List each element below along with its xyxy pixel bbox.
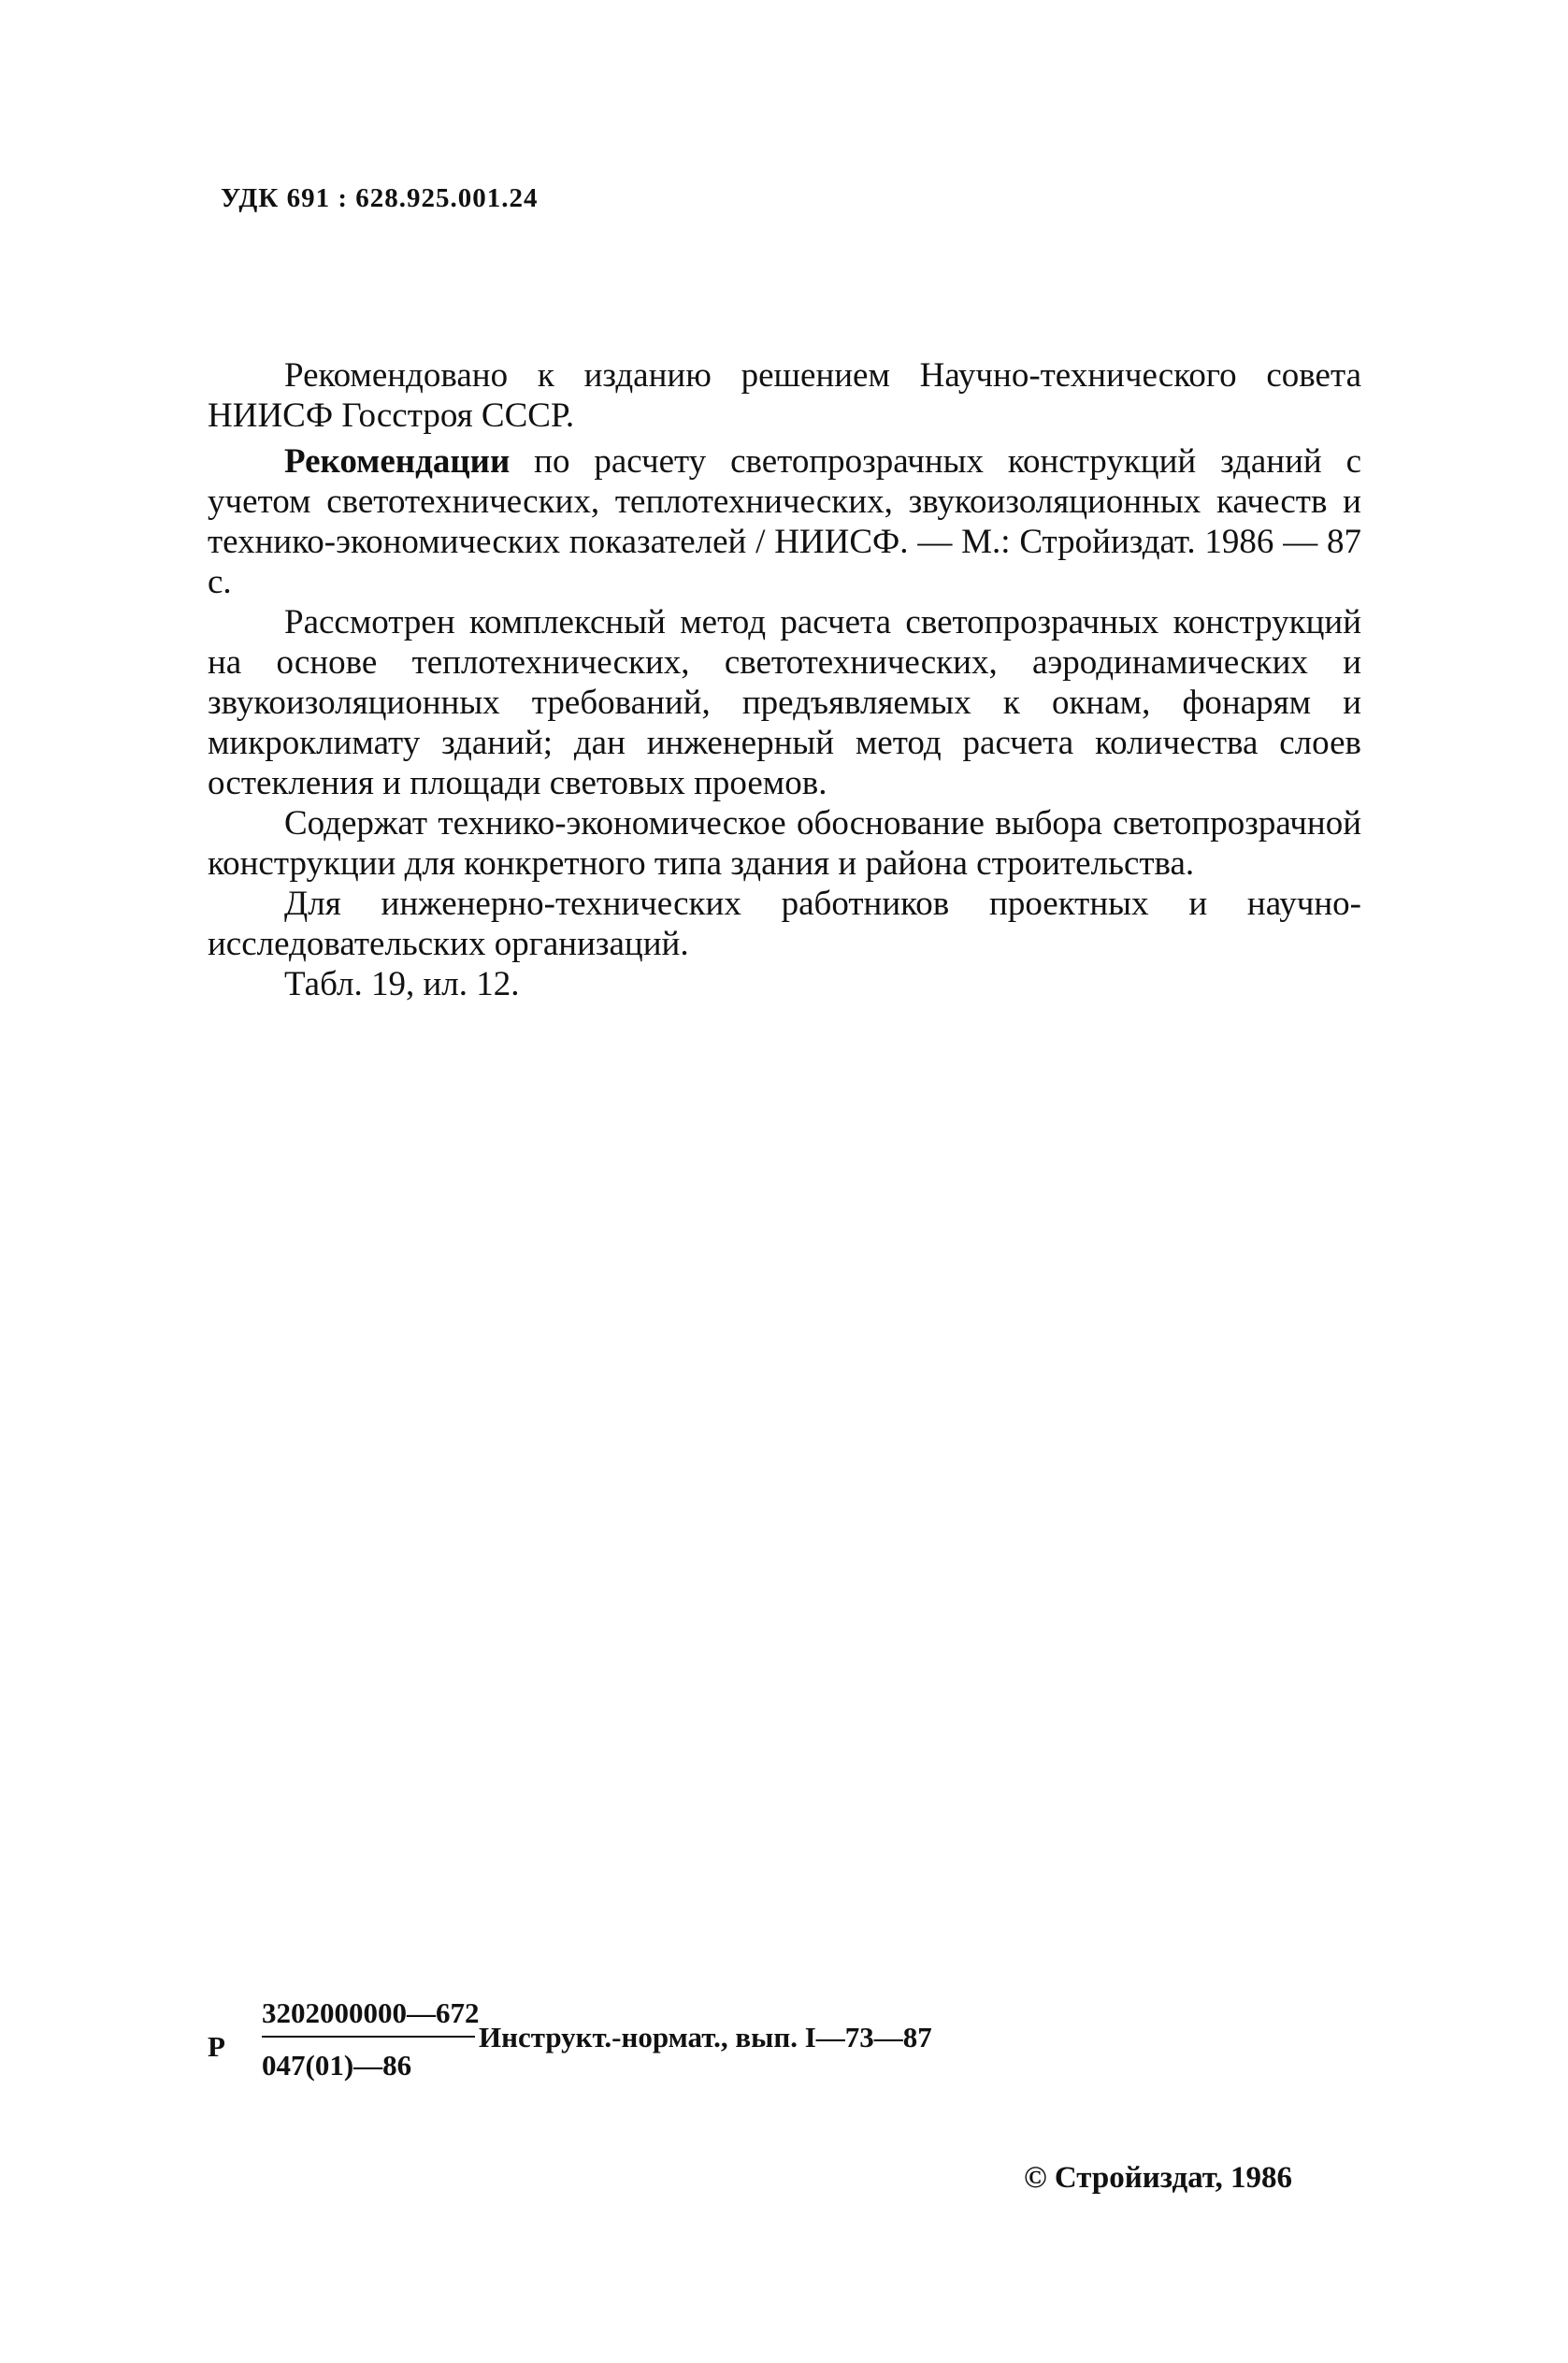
fraction-bar bbox=[262, 2036, 475, 2038]
publication-index-fraction bbox=[262, 1996, 480, 2082]
bibliographic-title-lead: Рекомендации bbox=[284, 442, 511, 481]
bibliographic-description bbox=[208, 441, 1361, 602]
annotation-block bbox=[208, 441, 1361, 1004]
recommendation-note bbox=[208, 355, 1361, 436]
copyright-notice: © Стройиздат, 1986 bbox=[1024, 2161, 1293, 2195]
recommendation-text: Рекомендовано к изданию решением Научно-технического совета НИИСФ Госстроя СССР. bbox=[208, 356, 1361, 435]
publication-index-denominator: 047(01)—86 bbox=[262, 2049, 412, 2082]
abstract-paragraph: Содержат технико-экономическое обоснование выбора светопрозрачной конструкции для конкретного типа здания и района строительства. bbox=[208, 804, 1361, 883]
abstract-paragraph: Для инженерно-технических работников проектных и научно-исследовательских организаций. bbox=[208, 885, 1361, 963]
abstract-paragraph: Табл. 19, ил. 12. bbox=[284, 965, 520, 1003]
publication-series: Инструкт.-нормат., вып. I—73—87 bbox=[479, 2021, 932, 2053]
bibliographic-rest: по расчету светопрозрачных конструкций зданий с учетом светотехнических, теплотехнических, звукоизоляционных качеств и технико-экономических показателей / НИИСФ. — М.: Стройиздат. 1986 — 87 с. bbox=[208, 442, 1361, 601]
abstract-paragraph: Рассмотрен комплексный метод расчета светопрозрачных конструкций на основе теплотехнических, светотехнических, аэродинамических и звукоизоляционных требований, предъявляемых к окнам, фонарям и микроклимату зданий; дан инженерный метод расчета количества слоев остекления и площади световых проемов. bbox=[208, 603, 1361, 802]
publication-index-letter: Р bbox=[208, 2030, 225, 2063]
publication-index-numerator: 3202000000—672 bbox=[262, 1996, 480, 2029]
udk-code: УДК 691 : 628.925.001.24 bbox=[221, 183, 539, 213]
